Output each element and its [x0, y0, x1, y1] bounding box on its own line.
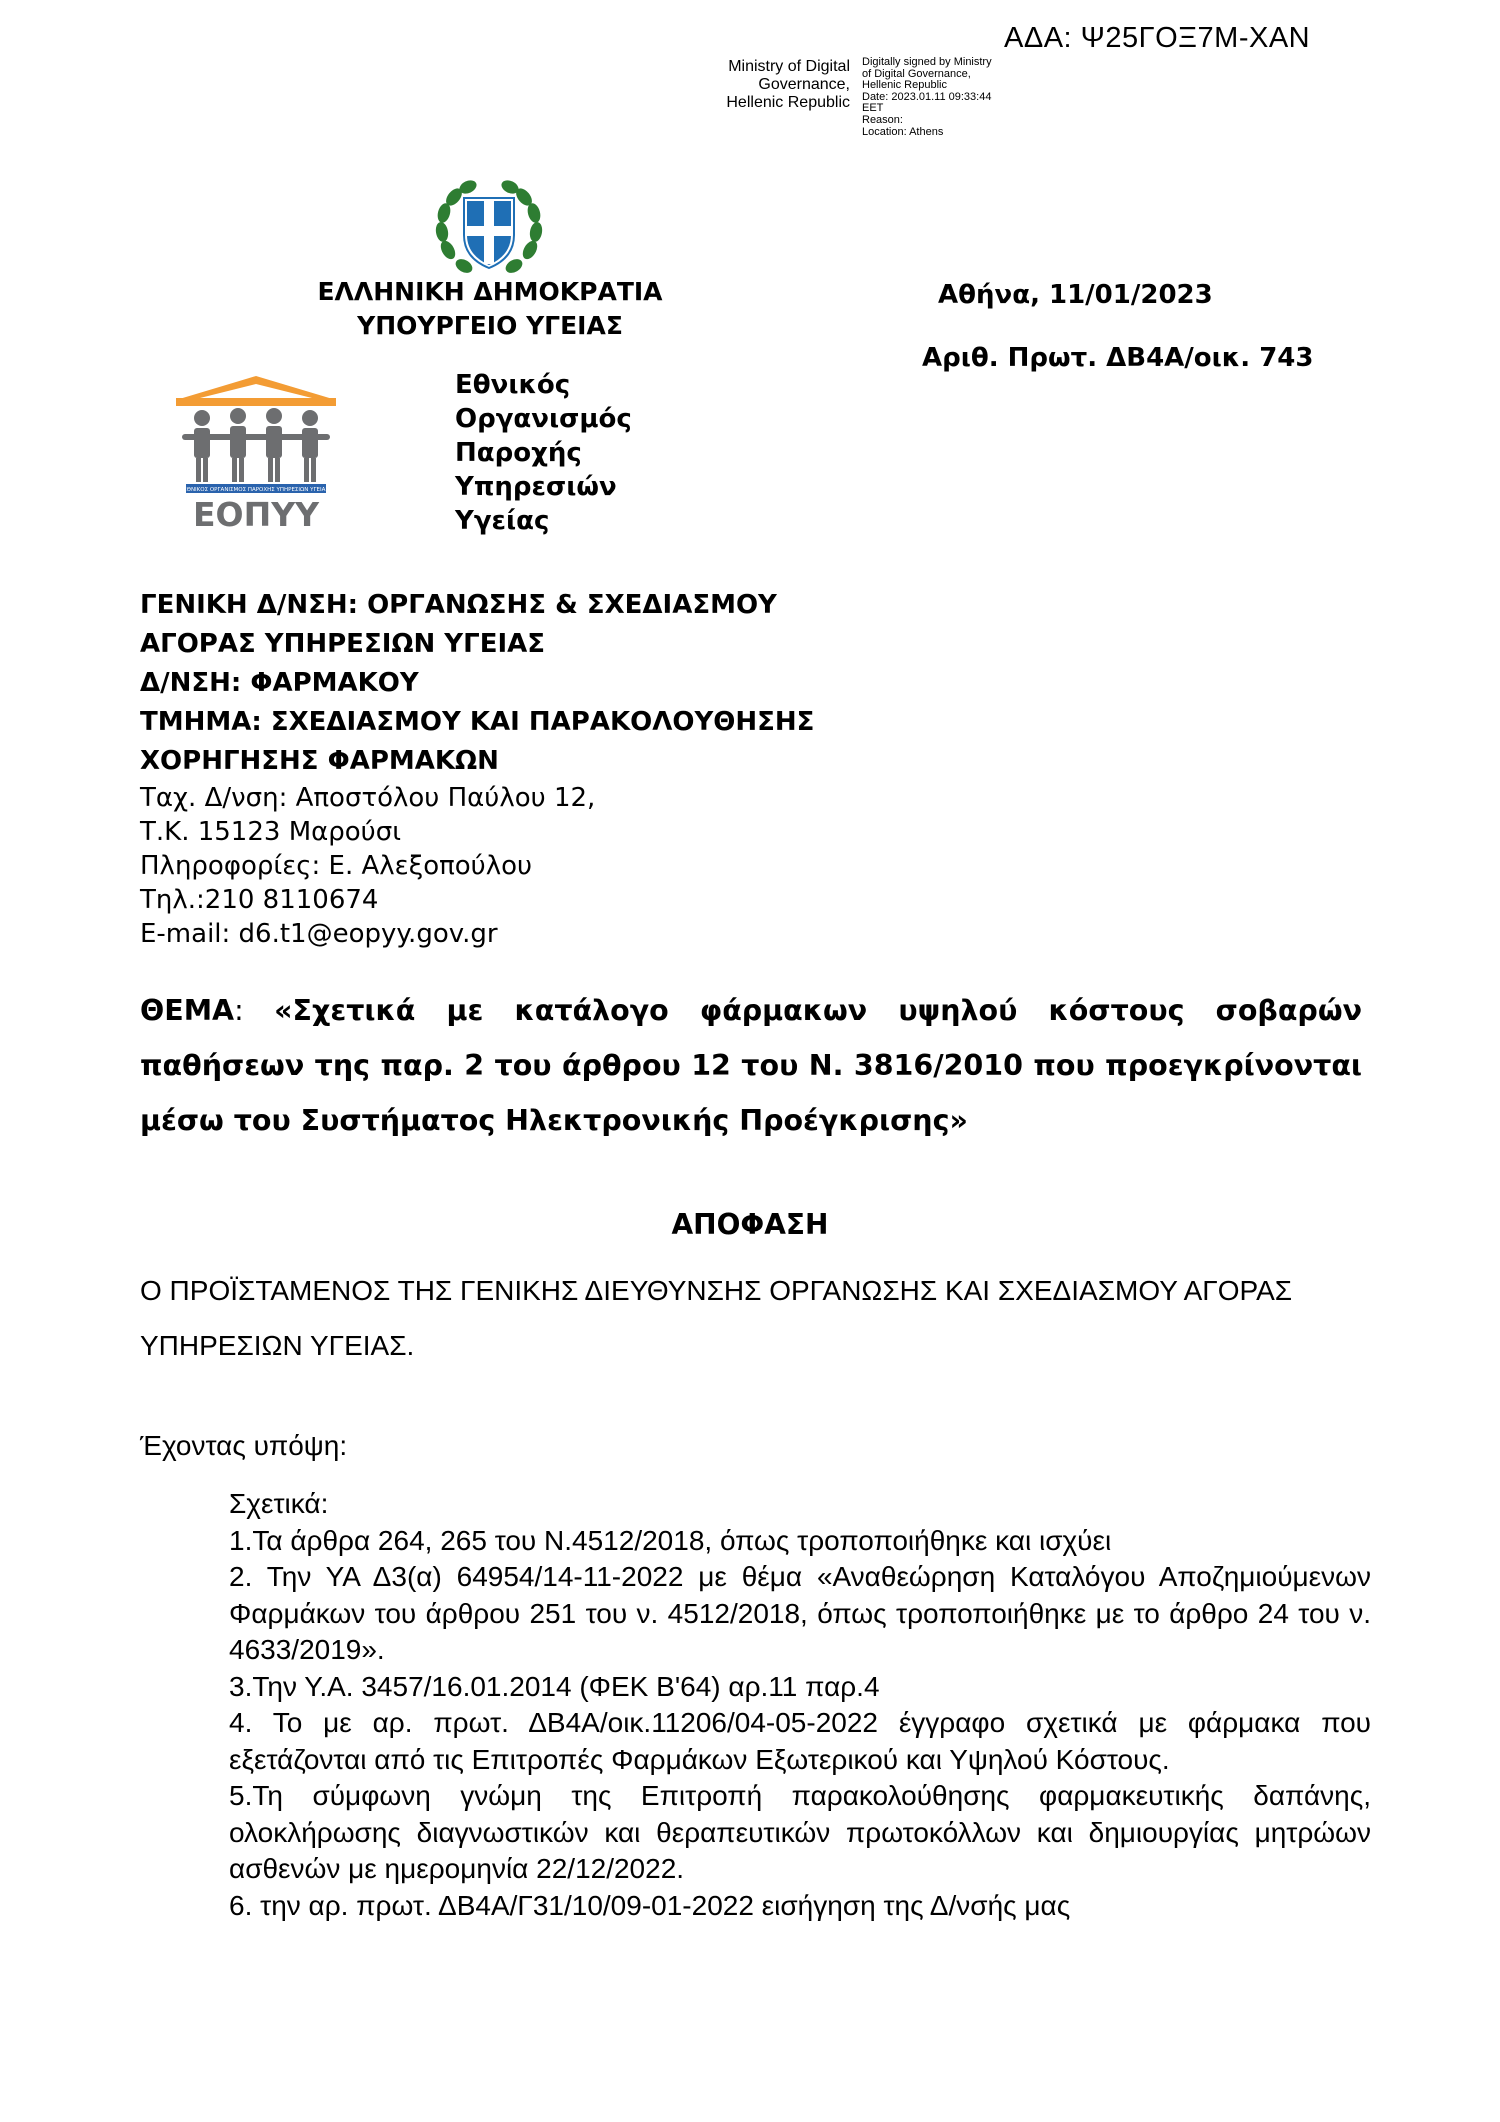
republic-heading: ΕΛΛΗΝΙΚΗ ΔΗΜΟΚΡΑΤΙΑ	[317, 277, 663, 306]
decision-title: ΑΠΟΦΑΣΗ	[671, 1208, 829, 1241]
references-heading: Σχετικά:	[229, 1488, 329, 1519]
postal-code: Τ.Κ. 15123 Μαρούσι	[140, 817, 402, 847]
email-address: E-mail: d6.t1@eopyy.gov.gr	[140, 919, 498, 949]
organization-name	[455, 368, 632, 538]
reference-item: 6. την αρ. πρωτ. ΔΒ4Α/Γ31/10/09-01-2022 εισήγηση της Δ/νσής μας	[229, 1889, 1071, 1921]
reference-item: 3.Την Υ.Α. 3457/16.01.2014 (ΦΕΚ Β'64) αρ.11 παρ.4	[229, 1670, 880, 1702]
signature-detail-line: of Digital Governance,	[862, 67, 971, 80]
protocol-number: Αριθ. Πρωτ. ΔΒ4Α/οικ. 743	[922, 343, 1314, 373]
ada-code: ΑΔΑ: Ψ25ΓΟΞ7Μ-ΧΑΝ	[1004, 22, 1311, 54]
org-name-line: Οργανισμός	[455, 404, 632, 434]
reference-item: 2. Την ΥΑ Δ3(α) 64954/14-11-2022 με θέμα «Αναθεώρηση Καταλόγου Αποζημιούμενων Φαρμάκων του άρθρου 251 του ν. 4512/2018, όπως τροποποιήθηκε με το άρθρο 24 του ν. 4633/2019».	[229, 1561, 1371, 1665]
org-name-line: Υπηρεσιών	[455, 472, 617, 502]
org-name-line: Εθνικός	[455, 370, 571, 400]
reference-item: 5.Τη σύμφωνη γνώμη της Επιτροπή παρακολούθησης φαρμακευτικής δαπάνης, ολοκλήρωσης διαγνωστικών και θεραπευτικών πρωτοκόλλων και δημιουργίας μητρώων ασθενών με ημερομηνία 22/12/2022.	[229, 1780, 1371, 1884]
director-statement: Ο ΠΡΟΪΣΤΑΜΕΝΟΣ ΤΗΣ ΓΕΝΙΚΗΣ ΔΙΕΥΘΥΝΣΗΣ ΟΡΓΑΝΩΣΗΣ ΚΑΙ ΣΧΕΔΙΑΣΜΟΥ ΑΓΟΡΑΣ ΥΠΗΡΕΣΙΩΝ ΥΓΕΙΑΣ.	[140, 1275, 1293, 1361]
subject-label: ΘΕΜΑ	[140, 994, 235, 1027]
department-line: ΓΕΝΙΚΗ Δ/ΝΣΗ: ΟΡΓΑΝΩΣΗΣ & ΣΧΕΔΙΑΣΜΟΥ	[140, 590, 777, 620]
subject-separator: :	[234, 994, 275, 1027]
phone-number: Τηλ.:210 8110674	[140, 885, 379, 915]
document-date: Αθήνα, 11/01/2023	[938, 280, 1213, 310]
org-name-line: Υγείας	[455, 506, 550, 536]
digital-signature-details	[862, 57, 1022, 138]
department-line: Δ/ΝΣΗ: ΦΑΡΜΑΚΟΥ	[140, 668, 419, 698]
signature-detail-line: Reason:	[862, 113, 903, 126]
subject-text: «Σχετικά με κατάλογο φάρμακων υψηλού κόστους σοβαρών παθήσεων της παρ. 2 του άρθρου 12 του Ν. 3816/2010 που προεγκρίνονται μέσω του Συστήματος Ηλεκτρονικής Προέγκρισης»	[140, 994, 1363, 1137]
signature-detail-line: Date: 2023.01.11 09:33:44	[862, 90, 992, 103]
contact-block	[140, 781, 595, 951]
signature-detail-line: Digitally signed by Ministry	[862, 56, 992, 68]
digital-signature-signer: Ministry of Digital Governance, Hellenic Republic	[726, 58, 850, 111]
department-line: ΧΟΡΗΓΗΣΗΣ ΦΑΡΜΑΚΩΝ	[140, 746, 499, 776]
greek-coat-of-arms-icon	[434, 180, 544, 280]
reference-item: 4. Το με αρ. πρωτ. ΔΒ4Α/οικ.11206/04-05-2022 έγγραφο σχετικά με φάρμακα που εξετάζονται από τις Επιτροπές Φαρμάκων Εξωτερικού και Υψηλού Κόστους.	[229, 1707, 1371, 1775]
reference-item: 1.Τα άρθρα 264, 265 του Ν.4512/2018, όπως τροποποιήθηκε και ισχύει	[229, 1524, 1112, 1556]
eopyy-logo	[172, 374, 340, 534]
ministry-heading: ΥΠΟΥΡΓΕΙΟ ΥΓΕΙΑΣ	[357, 311, 623, 340]
department-line: ΤΜΗΜΑ: ΣΧΕΔΙΑΣΜΟΥ ΚΑΙ ΠΑΡΑΚΟΛΟΥΘΗΣΗΣ	[140, 707, 815, 737]
signature-detail-line: EET	[862, 102, 884, 115]
logo-text: ΕΟΠΥΥ	[192, 495, 320, 534]
logo-banner-text: ΕΘΝΙΚΟΣ ΟΡΓΑΝΙΣΜΟΣ ΠΑΡΟΧΗΣ ΥΠΗΡΕΣΙΩΝ ΥΓΕΙΑΣ	[183, 487, 329, 493]
info-contact: Πληροφορίες: Ε. Αλεξοπούλου	[140, 851, 533, 881]
references-list	[229, 1486, 1371, 1924]
department-line: ΑΓΟΡΑΣ ΥΠΗΡΕΣΙΩΝ ΥΓΕΙΑΣ	[140, 629, 546, 659]
issuing-authority	[300, 275, 680, 343]
department-block	[140, 586, 814, 781]
postal-address: Ταχ. Δ/νση: Αποστόλου Παύλου 12,	[140, 783, 596, 813]
subject-paragraph	[140, 983, 1362, 1148]
considering-heading: Έχοντας υπόψη:	[140, 1430, 348, 1461]
signature-detail-line: Hellenic Republic	[862, 79, 947, 92]
org-name-line: Παροχής	[455, 438, 582, 468]
signature-detail-line: Location: Athens	[862, 125, 944, 138]
